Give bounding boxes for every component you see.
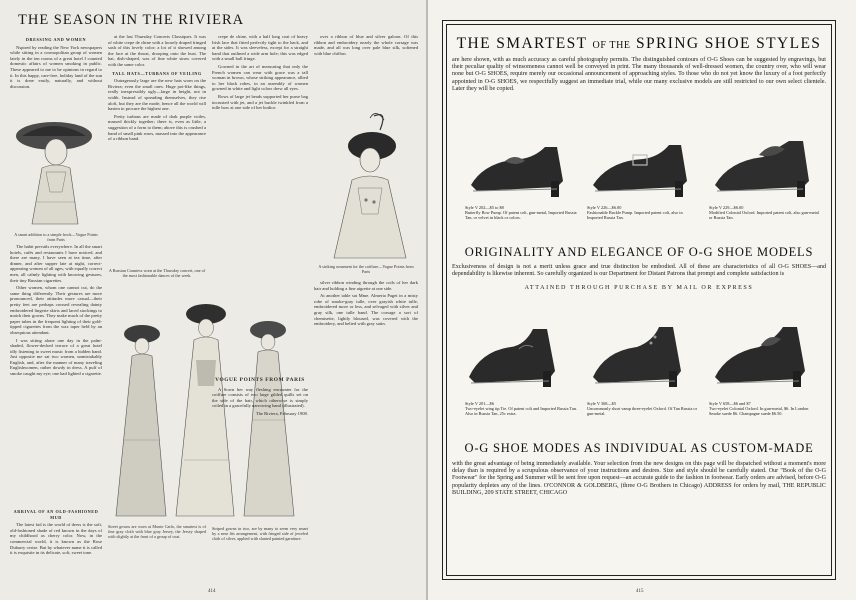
shoe-style-number: Style V 229—$6.00 <box>709 205 744 210</box>
ad-headline-part2: OF THE <box>592 40 631 51</box>
ad-headline-part3: SPRING SHOE STYLES <box>635 35 822 52</box>
ad-attained-line: ATTAINED THROUGH PURCHASE BY MAIL OR EXPRESS <box>524 285 754 291</box>
ad-closing-text: with the great advantage of being immediately available. Your selection from the new designs on this page will be dispatched without a moment's more delay than is required by a scrupulous observance of your instructions and desires. Size and style should be carefully stated. Our "Book of the O-G Footwear" for the Spring and Summer will be sent free upon request—an accurate guide to the fashion in footwear. Early orders are advised, before O-G popularity depletes any of the lines. O'CONNOR & GOLDBERG, (three O-G Brothers in Chicago) ADDRESS for orders by mail, THE REPUBLIC BUILDING, 209 STATE STREET, CHICAGO <box>452 461 826 496</box>
col2-paragraph: at the last Thursday Concerts Classiques. It was of white crepe de chine with a loosely draped fringed sash of this lovely color; a lot of it showed among the lace at the throat, drooping onto the bust. The hat, dish-shaped, was of fine white straw covered with the same color. <box>108 34 206 67</box>
ad-heading-custom: O-G SHOE MODES AS INDIVIDUAL AS CUSTOM-MADE <box>464 441 814 455</box>
shoe-description: Two-eyelet Colonial Oxford. In gun-metal, $6. In London Smoke suede $6. Champagne suede $6.50. <box>709 406 809 417</box>
col3-paragraph: Gowned in the art of measuring that only the French women can wear with grace was a tall woman in brown, whose striking appearance, allied to her black robes, in an assembly of women gowned in white and light colors drew all eyes. <box>212 63 308 92</box>
shoe-description: Uncommonly short vamp three-eyelet Oxford. Of Tan Russia or gun-metal. <box>587 406 698 417</box>
col4-caption: A striking ornament for the coiffure—Vogue Points from Paris <box>318 264 414 274</box>
shoe-description: Fashionable Buckle Pump. Imported patent colt, also in Imported Russia Tan. <box>587 210 683 221</box>
shoe-image-v201 <box>463 321 575 393</box>
col4-body-block <box>314 280 418 520</box>
col1-bottom-block <box>10 506 102 586</box>
col2-caption: A Russian Countess worn at the Thursday concert, one of the most fashionable dances of the week. <box>108 268 206 278</box>
shoe-style-number: Style V 658—$6 and $7 <box>709 401 751 406</box>
col1-body-block <box>10 244 102 492</box>
col4-paragraph: silver ribbon winding through the coils of her dark hair and holding a fine aigrette at one side. <box>314 280 418 291</box>
col1-intro: Nspired by reading the New York newspapers while sitting in a cosmopolitan group of women lately in the ten rooms of a great hotel I counted domestic affairs of women smoking in public. These appeared to me to be opinions in regard to it. In this happy, care-free, holiday land of the sun it is done easily, naturally, and without discussion. <box>10 44 102 89</box>
col1-caption: A smart addition to a simple frock—Vogue Points from Paris <box>14 232 98 242</box>
shoe-style-number: Style V 368—$5 <box>587 401 616 406</box>
shoe-caption-v658 <box>709 401 821 417</box>
col1-intro-block <box>10 34 102 110</box>
shoe-style-number: Style V 201—$6 <box>465 401 494 406</box>
ad-headline-part1: THE SMARTEST <box>456 35 588 52</box>
col1-paragraph: I was sitting alone one day in the palm-shaded, flower-decked terrace of a great hotel idly listening to sweet music from a hidden band. Just opposite me sat two women, unmistakably English, and, after the manner of many traveling Englishwomen, rather dowdy in dress. A puff of smoke caught my eye; one had lighted a cigarette. <box>10 337 102 377</box>
section-heading: TALL HATS—TURBANS OF VEILING <box>112 70 202 76</box>
ad-intro-text: are here shown, with as much accuracy as careful photography permits. The distinguished contours of O-G Shoes can be suggested by engravings, but their peculiar quality of winsomeness cannot well be conveyed in print. The many thousands of well-dressed women, the country over, who will wear none but O-G SHOES, require merely our occasional announcement of approaching styles. To those who do not yet know the luxury of a foot perfectly appointed in O-G SHOES, we respectfully suggest an immediate trial, while our many exclusive models are still restricted to our own select clientele. Later they will be copied. <box>452 57 826 92</box>
shoe-image-v658 <box>709 319 821 393</box>
col2-paragraph: Outrageously large are the new hats worn on the Riviera; even the small ones. Huge pot-like things, really inexpressibly ugly—large in height, not in width. Instead of spreading themselves, they rise aloft, but they are the mode, hence all the world will hasten to procure the highest one. <box>108 78 206 112</box>
shoe-description: Two-eyelet wing tip Tie. Of patent colt and Imported Russia Tan. Also in Russia Tan, 25c extra. <box>465 406 577 417</box>
shoe-caption-v201 <box>465 401 577 417</box>
shoe-caption-v229 <box>709 205 821 221</box>
shoe-image-v368 <box>587 319 699 393</box>
page-number-left: 414 <box>208 589 216 594</box>
ad-mid-text: Exclusiveness of design is not a merit unless grace and true distinction be embodied. All of these are characteristics of all O-G SHOES—and dependability is likewise inherent. So carefully organized is our Department for Distant Patrons that prompt and complete satisfaction is <box>452 264 826 278</box>
shoe-style-number: Style V 202—$5 to $8 <box>465 205 504 210</box>
col3-paragraph: Rows of large jet beads supported her purse bag incrusted with jet, and a jet buckle twinkled from a tulle bow at one side of her bodice. <box>212 93 308 111</box>
shoe-image-v229 <box>709 135 821 203</box>
shoe-image-v226 <box>587 137 699 203</box>
col3-vogue-block <box>212 372 308 522</box>
shoe-caption-v368 <box>587 401 699 417</box>
col1-paragraph: The habit prevails everywhere. In all the smart hotels, cafés and restaurants I have noticed, and there are many, I have seen at tea time, after dinner, and after supper late at night, correct-appearing women of all ages, with equally correct men, all calmly lighting with knowing gestures, their tiny Russian cigarettes. <box>10 244 102 283</box>
ad-heading-originality: ORIGINALITY AND ELEGANCE OF O-G SHOE MODELS <box>464 245 814 259</box>
col1-paragraph: Other women, whom one cannot cut, do the same thing differently. Their gestures are more pronounced, their attitudes more casual—their pretty feet are perhaps crossed revealing dainty embroidered lingerie skirts and laced stockings to match their gowns. They make much of the pretty paper tubes in the frequent lighting of their gold-tipped cigarettes from the wax taper held by an obsequious attendant. <box>10 285 102 335</box>
col2-paragraph: Pretty turbans are made of dark purple voiles, massed thickly together; there is, even as little, a suggestion of a form to them; above this is crushed a band of small pink roses, massed into the appearance of a ribbon band. <box>108 113 206 142</box>
shoe-description: Modified Colonial Oxford. Imported patent colt, also gun-metal or Russia Tan. <box>709 210 819 221</box>
col2-top-block <box>108 34 206 228</box>
col4-paragraph: over a ribbon of blue and silver galoon. Of this ribbon and embroidery nearly the whole corsage was made, and all was long over pale blue silk, softened with blue chiffon. <box>314 34 418 56</box>
section-heading: ARRIVAL OF AN OLD-FASHIONED MUD <box>13 509 99 520</box>
left-page <box>0 0 426 600</box>
right-page <box>428 0 856 600</box>
col4-top-block <box>314 34 418 94</box>
shoe-caption-v202 <box>465 205 577 221</box>
col3-dateline: The Riviera, February 1908. <box>255 410 308 416</box>
vogue-points-heading: VOGUE POINTS FROM PARIS <box>215 377 305 383</box>
col2-bottom-caption: Street gowns are worn at Monte Carlo, the smartest is of fine gray cloth with blue gray Jersey, the Jersey shaped with slightly at the front of a group of coat. <box>108 524 206 539</box>
shoe-caption-v226 <box>587 205 699 221</box>
article-title: THE SEASON IN THE RIVIERA <box>18 12 245 28</box>
woman-hat-illustration-1 <box>12 112 96 230</box>
ad-headline <box>443 35 835 53</box>
col3-bottom-caption: Striped gowns in two, are by many to seem very smart by a near fits arrangement, with fringed side of jeweled cloth of silver, applied with slanted painted garniture. <box>212 526 308 541</box>
shoe-image-v202 <box>465 141 577 203</box>
col3-paragraph: crepe de chine, with a half long coat of heavy Irish lace that fitted perfectly tight to the back, and at the sides. It was sleeveless, except for a straight band that outlined a wide arm hole; this was edged with a small ball fringe. <box>212 34 308 62</box>
woman-aigrette-illustration <box>318 110 418 260</box>
col3-top-block <box>212 34 308 284</box>
page-number-right: 415 <box>636 589 644 594</box>
shoe-description: Butterfly Bow Pump. Of patent colt, gun-metal, Imported Russia Tan, or velvet in black or colors. <box>465 210 577 221</box>
section-heading: DRESSING AND WOMEN <box>25 37 87 42</box>
shoe-style-number: Style V 226—$6.00 <box>587 205 622 210</box>
col3-paragraph: A Sown her way fleshing encounter for the coiffure consists of two large gilded quills set on the side of the hair, which otherwise is simply coiled in a gracefully narrowing band (illustrated). <box>212 386 308 409</box>
col4-paragraph: At another table sat Mme. Almeria Paget in a misty robe of smoke-gray tulle, over grayish white tulle, embroidered more or less, and selvaged with silver and gray silk, one tulle band. The corsage a sort of chemisette, lightly bloused, was covered with the embroidery, and belted with gray satin. <box>314 293 418 327</box>
col1-paragraph: The latest fad is the world of dress is the soft, old-fashioned shade of red known in the days of my childhood as cherry color. Now, in the commercial world, it is known as the Rose Dubarry cerise. But by whatever name it is called it is exquisite in its delicate, soft, sweet tone. <box>10 522 102 556</box>
shoe-advertisement <box>442 20 836 580</box>
